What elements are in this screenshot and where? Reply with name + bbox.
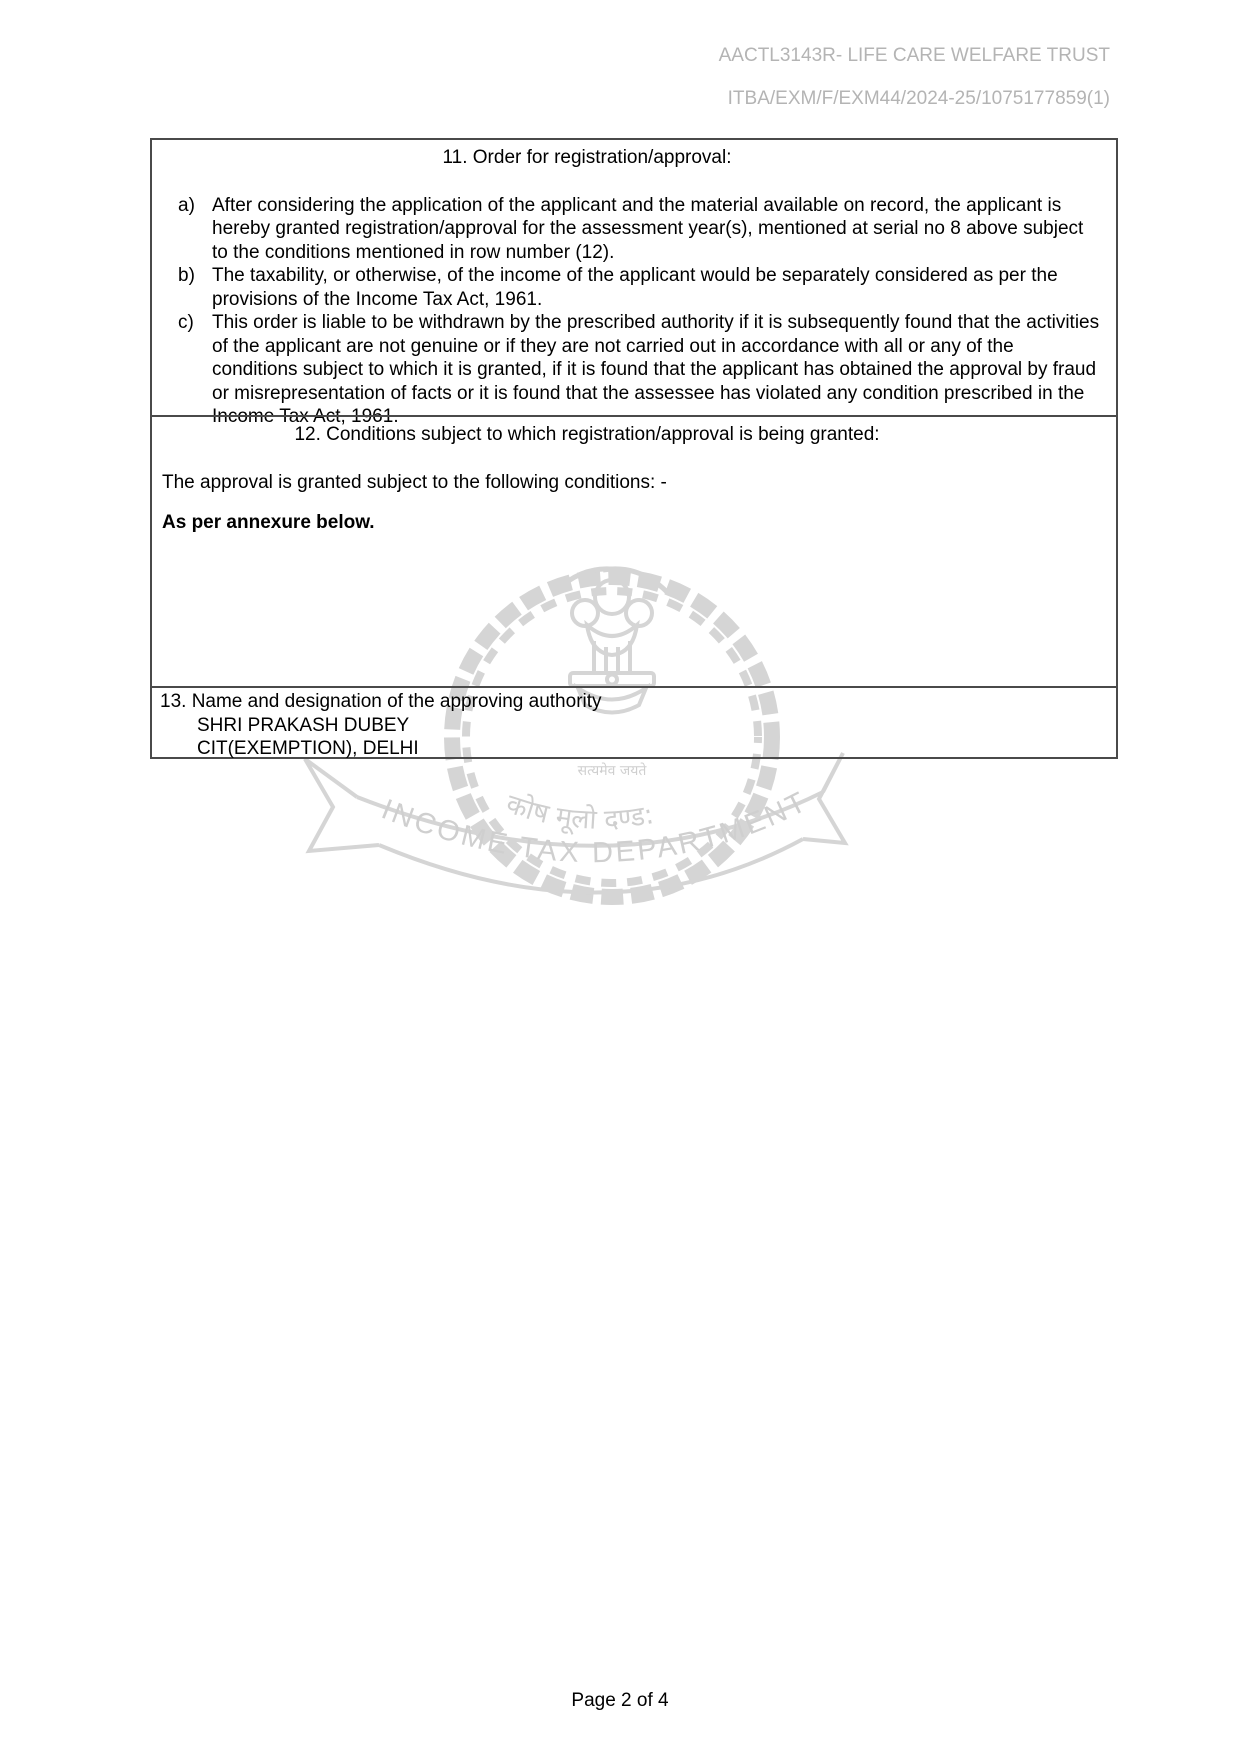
conditions-intro: The approval is granted subject to the following conditions: - (162, 471, 667, 493)
list-marker-b: b) (178, 265, 195, 286)
kosh-mulo-dand-motto: कोष मूलो दण्ड: (502, 788, 657, 836)
list-item-c (178, 311, 1102, 429)
approving-authority-name: SHRI PRAKASH DUBEY (197, 714, 410, 736)
satyameva-jayate-motto: सत्यमेव जयते (577, 763, 647, 779)
section-13-approving-authority (152, 686, 1116, 757)
section-11-list (162, 194, 1106, 429)
list-text-a: After considering the application of the applicant and the material available on record, the applicant is hereby granted registration/approval for the assessment year(s), mentioned at serial no 8 above subject to the conditions mentioned in row number (12). (212, 194, 1084, 263)
section-11-order (152, 140, 1116, 427)
list-marker-c: c) (178, 312, 194, 333)
section-12-conditions (152, 415, 1116, 686)
page-number: Page 2 of 4 (571, 1690, 669, 1711)
applicant-reference: AACTL3143R- LIFE CARE WELFARE TRUST (718, 45, 1110, 66)
list-text-b: The taxability, or otherwise, of the income of the applicant would be separately considered as per the provisions of the Income Tax Act, 1961. (212, 265, 1058, 310)
approving-authority-label: 13. Name and designation of the approving authority (160, 691, 602, 712)
section-12-title: 12. Conditions subject to which registration/approval is being granted: (294, 424, 880, 445)
banner-text: INCOME TAX DEPARTMENT (376, 785, 814, 870)
list-item-b (178, 264, 1102, 311)
document-header (719, 44, 1110, 111)
ribbon-banner (305, 753, 845, 893)
annexure-note: As per annexure below. (162, 512, 375, 533)
section-11-title: 11. Order for registration/approval: (442, 147, 732, 168)
itba-reference-number: ITBA/EXM/F/EXM44/2024-25/1075177859(1) (727, 88, 1110, 109)
list-marker-a: a) (178, 194, 195, 216)
approving-authority-designation: CIT(EXEMPTION), DELHI (197, 738, 419, 759)
list-item-a (178, 194, 1102, 265)
list-text-c: This order is liable to be withdrawn by the prescribed authority if it is subsequently found that the activities of the applicant are not genuine or if they are not carried out in accordance with all or any of the conditions subject to which it is granted, if it is found that the applicant has obtained the approval by fraud or misrepresentation of facts or it is found that the assessee has violated any condition prescribed in the Income Tax Act, 1961. (212, 312, 1100, 427)
order-table (150, 138, 1118, 759)
